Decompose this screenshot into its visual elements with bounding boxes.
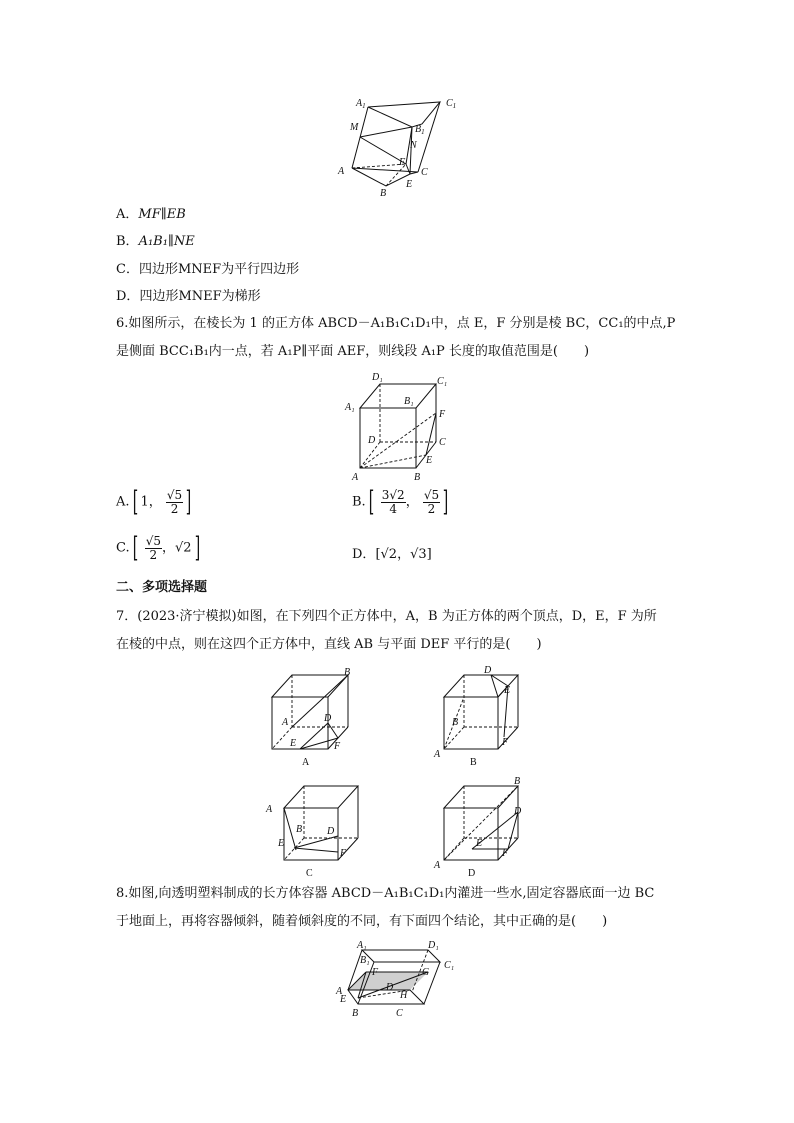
q6-label-a: A — [352, 472, 359, 483]
q7-stem-line2: 在棱的中点，则在这四个正方体中，直线 AB 与平面 DEF 平行的是( ) — [116, 637, 542, 652]
q5-label-f: F — [399, 157, 406, 168]
q7b-caption: B — [470, 757, 477, 768]
q7b-label-e: E — [504, 685, 511, 696]
q5-figure — [330, 92, 470, 202]
q6-label-c: C — [439, 437, 446, 448]
q8-stem-line1: 8.如图,向透明塑料制成的长方体容器 ABCD－A₁B₁C₁D₁内灌进一些水,固定容器底面一边 BC — [116, 886, 655, 901]
q8-label-b1: B₁ — [360, 955, 370, 966]
q7d-label-d: D — [514, 806, 522, 817]
q7c-label-f: F — [340, 848, 347, 859]
q7a-label-e: E — [290, 738, 297, 749]
q8-label-e: E — [340, 994, 347, 1005]
q5-option-a[interactable]: A．MF∥EB — [116, 207, 186, 222]
q7d-label-a: A — [434, 860, 441, 871]
q6-option-b[interactable]: B.[ $\frac{3√2}{4}$ ， $\frac{√5}{2}$ ] — [352, 485, 449, 518]
q7a-caption: A — [302, 757, 310, 768]
q7-stem-line1: 7．(2023·济宁模拟)如图，在下列四个正方体中，A，B 为正方体的两个顶点，D，E，F 为所 — [116, 609, 657, 624]
q6-label-d: D — [368, 435, 376, 446]
q5-option-b[interactable]: B．A₁B₁∥NE — [116, 234, 195, 249]
q8-label-d1: D₁ — [428, 940, 439, 951]
q7c-caption: C — [306, 868, 313, 879]
q7d-label-e: E — [476, 838, 483, 849]
q6-label-c1: C₁ — [437, 376, 448, 387]
q7-cube-b — [432, 665, 532, 770]
q5-label-n: N — [410, 140, 417, 151]
q5-label-e: E — [406, 179, 413, 190]
q7c-label-e: E — [278, 838, 285, 849]
q5-option-c[interactable]: C．四边形MNEF为平行四边形 — [116, 262, 300, 277]
q5-label-b: B — [380, 188, 387, 199]
q8-label-c1: C₁ — [444, 960, 455, 971]
q6-label-b: B — [414, 472, 421, 483]
q8-label-a1: A₁ — [357, 940, 367, 951]
q7c-label-a: A — [266, 804, 273, 815]
q8-figure — [330, 938, 470, 1020]
q7b-label-f: F — [502, 737, 509, 748]
q8-label-c: C — [396, 1008, 403, 1019]
q6-label-b1: B₁ — [404, 396, 414, 407]
q5-label-a: A — [338, 166, 345, 177]
q5-label-c1: $C_1$ — [446, 98, 457, 110]
q6-label-f: F — [439, 409, 446, 420]
q8-label-a: A — [336, 986, 343, 997]
q7-cube-d — [432, 778, 532, 883]
q5-option-d[interactable]: D．四边形MNEF为梯形 — [116, 289, 261, 304]
q5-label-b1: $B_1$ — [415, 124, 425, 136]
q7a-label-a: A — [282, 717, 289, 728]
q6-stem-line1: 6.如图所示，在棱长为 1 的正方体 ABCD－A₁B₁C₁D₁中，点 E，F 分别是棱 BC，CC₁的中点,P — [116, 316, 676, 331]
q7b-label-a: A — [434, 749, 441, 760]
q6-label-a1: A₁ — [345, 402, 355, 413]
q7c-label-b: B — [296, 824, 303, 835]
q8-label-d: D — [386, 982, 394, 993]
q6-option-d[interactable]: D．[√2，√3] — [352, 547, 432, 562]
section-heading: 二、多项选择题 — [116, 580, 208, 595]
q6-figure — [340, 370, 460, 485]
q7d-caption: D — [468, 868, 476, 879]
q6-option-c[interactable]: C.[ $\frac{√5}{2}$ ，√2] — [116, 531, 200, 564]
q7d-label-b: B — [514, 776, 521, 787]
q8-label-f: F — [372, 967, 379, 978]
q7c-label-d: D — [327, 826, 335, 837]
q7a-label-f: F — [334, 741, 341, 752]
q6-stem-line2: 是侧面 BCC₁B₁内一点，若 A₁P∥平面 AEF，则线段 A₁P 长度的取值范围是( ) — [116, 344, 590, 359]
q6-option-a[interactable]: A.[ 1， $\frac{√5}{2}$ ] — [116, 485, 192, 518]
q7b-label-b: B — [452, 717, 459, 728]
q7-cube-a — [262, 665, 362, 770]
q8-label-g: G — [422, 967, 430, 978]
q6-label-d1: D₁ — [372, 372, 383, 383]
q7a-label-d: D — [324, 713, 332, 724]
q5-label-m: M — [350, 122, 359, 133]
q8-stem-line2: 于地面上，再将容器倾斜，随着倾斜度的不同，有下面四个结论，其中正确的是( ) — [116, 914, 608, 929]
q8-label-h: H — [400, 990, 408, 1001]
q7a-label-b: B — [344, 667, 351, 678]
q7-cube-c — [262, 778, 362, 883]
q7b-label-d: D — [484, 665, 492, 676]
q5-label-c: C — [421, 167, 428, 178]
q7d-label-f: F — [502, 848, 509, 859]
q8-label-b: B — [352, 1008, 359, 1019]
q5-label-a1: $A_1$ — [356, 98, 366, 110]
q6-label-e: E — [426, 455, 433, 466]
